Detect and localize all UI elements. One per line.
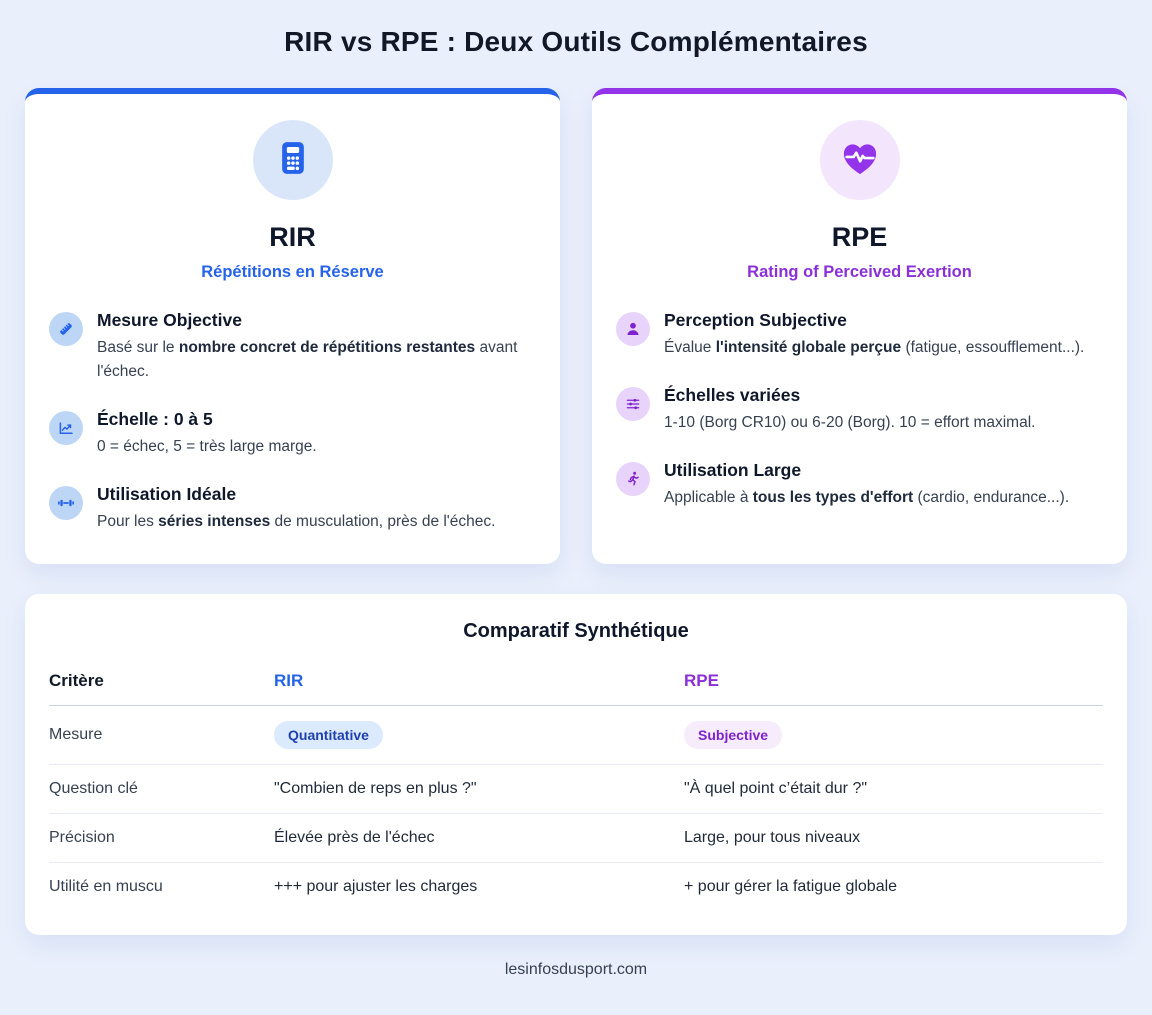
bullet-content — [664, 310, 1084, 360]
page-title: RIR vs RPE : Deux Outils Complémentaires — [284, 26, 868, 57]
bullet-content — [664, 460, 1069, 510]
rpe-card — [592, 88, 1127, 564]
cell-rpe — [684, 721, 1103, 749]
rpe-card-title: RPE — [831, 222, 888, 252]
bullet-title: Mesure Objective — [97, 310, 242, 330]
cell-rir — [274, 721, 684, 749]
cell-criterion: Utilité en muscu — [49, 878, 163, 896]
bullet-title: Échelle : 0 à 5 — [97, 409, 213, 430]
footer-site: lesinfosdusport.com — [504, 961, 648, 979]
rpe-icon-badge — [820, 120, 900, 200]
heart-pulse-icon — [839, 137, 881, 184]
bullet-title: Perception Subjective — [664, 310, 847, 330]
rpe-card-header — [616, 120, 1103, 282]
comparison-title: Comparatif Synthétique — [463, 620, 689, 643]
rpe-bullet-list — [616, 310, 1103, 510]
bullet-text: 1-10 (Borg CR10) ou 6-20 (Borg). 10 = effort maximal. — [664, 414, 1036, 432]
cell-rir: Élevée près de l'échec — [274, 829, 435, 847]
cell-criterion: Précision — [49, 829, 115, 847]
rir-icon-badge — [253, 120, 333, 200]
comparison-table — [49, 669, 1103, 911]
list-item — [49, 310, 536, 384]
table-header-row — [49, 669, 1103, 706]
bullet-title: Utilisation Idéale — [97, 484, 237, 505]
list-item — [616, 310, 1103, 360]
bullet-content — [97, 310, 536, 384]
bullet-text: Basé sur le nombre concret de répétitions restantes avant l'échec. — [97, 339, 518, 381]
cell-rir: +++ pour ajuster les charges — [274, 878, 478, 896]
bullet-text: Pour les séries intenses de musculation, près de l'échec. — [97, 513, 496, 531]
cell-rpe: "À quel point c’était dur ?" — [684, 780, 868, 798]
sliders-icon — [616, 387, 650, 421]
calculator-icon — [273, 138, 313, 183]
chart-line-icon — [49, 411, 83, 445]
table-row — [49, 706, 1103, 765]
list-item — [616, 460, 1103, 510]
bullet-text: Évalue l'intensité globale perçue (fatigue, essoufflement...). — [664, 339, 1085, 356]
rir-card-header — [49, 120, 536, 282]
ruler-icon — [49, 312, 83, 346]
rpe-card-subtitle: Rating of Perceived Exertion — [747, 263, 972, 281]
rir-bullet-list — [49, 310, 536, 534]
table-row — [49, 765, 1103, 814]
badge-subjective: Subjective — [684, 721, 782, 749]
table-header-rpe: RPE — [684, 671, 719, 691]
cell-rpe: + pour gérer la fatigue globale — [684, 878, 898, 896]
bullet-content — [97, 409, 317, 459]
user-icon — [616, 312, 650, 346]
cell-rir: "Combien de reps en plus ?" — [274, 780, 477, 798]
bullet-text: 0 = échec, 5 = très large marge. — [97, 438, 317, 456]
table-row — [49, 863, 1103, 911]
rir-card-title: RIR — [269, 222, 316, 252]
bullet-text: Applicable à tous les types d'effort (cardio, endurance...). — [664, 489, 1070, 507]
dumbbell-icon — [49, 486, 83, 520]
bullet-title: Utilisation Large — [664, 460, 802, 481]
bullet-title: Échelles variées — [664, 385, 801, 406]
rir-card-subtitle: Répétitions en Réserve — [201, 263, 384, 281]
badge-quantitative: Quantitative — [274, 721, 383, 749]
table-header-rir: RIR — [274, 671, 304, 691]
cell-criterion: Mesure — [49, 726, 103, 744]
comparison-card — [25, 594, 1127, 935]
cell-rpe: Large, pour tous niveaux — [684, 829, 861, 847]
cell-criterion: Question clé — [49, 780, 138, 798]
list-item — [616, 385, 1103, 435]
concept-cards-row — [25, 88, 1127, 564]
table-header-criterion: Critère — [49, 671, 104, 691]
runner-icon — [616, 462, 650, 496]
bullet-content — [664, 385, 1035, 435]
table-row — [49, 814, 1103, 863]
list-item — [49, 484, 536, 534]
list-item — [49, 409, 536, 459]
rir-card — [25, 88, 560, 564]
bullet-content — [97, 484, 495, 534]
